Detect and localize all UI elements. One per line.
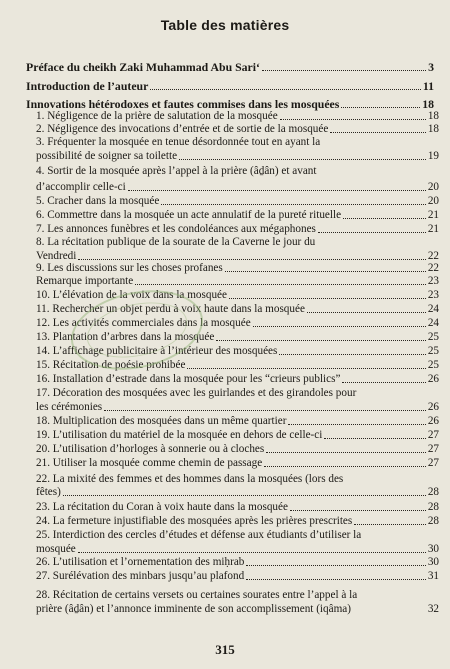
toc-entry-title: 6. Commettre dans la mosquée un acte annulatif de la pureté rituelle [36, 209, 342, 221]
toc-entry [26, 359, 439, 372]
dot-leader [307, 312, 426, 313]
toc-entry-title: 21. Utiliser la mosquée comme chemin de passage [36, 457, 263, 469]
toc-entry [26, 289, 439, 302]
toc-entry-page: 32 [427, 603, 439, 615]
dot-leader [280, 119, 426, 120]
dot-leader [341, 107, 420, 108]
toc-entry-title: 19. L’utilisation du matériel de la mosquée en dehors de celle-ci [36, 429, 323, 441]
toc-entry [26, 473, 439, 499]
toc-entry-page: 28 [427, 486, 439, 498]
dot-leader [266, 452, 426, 453]
toc-entry [26, 223, 439, 236]
toc-entry-title: 12. Les activités commerciales dans la mosquée [36, 317, 251, 329]
dot-leader [225, 271, 426, 272]
toc-entry-title: 11. Rechercher un objet perdu à voix haute dans la mosquée [36, 303, 305, 315]
dot-leader [128, 190, 426, 191]
toc-entry-title: Innovations hétérodoxes et fautes commises dans les mosquées [26, 97, 340, 111]
toc-entry-page: 28 [427, 501, 439, 513]
toc-entry-page: 19 [427, 150, 439, 162]
toc-entry [26, 275, 439, 288]
toc-entry [26, 136, 439, 163]
toc-entry [26, 387, 439, 414]
dot-leader [253, 326, 426, 327]
toc-entry [26, 529, 439, 556]
toc-entry-page: 27 [427, 429, 439, 441]
toc-entry-title-line: 28. Récitation de certains versets ou certaines sourates entre l’appel à la [36, 589, 358, 601]
toc-entry-page: 25 [427, 331, 439, 343]
toc-entry [26, 429, 439, 442]
dot-leader [229, 298, 426, 299]
toc-entry-title: 15. Récitation de poésie prohibée [36, 359, 186, 371]
toc-entry-title: 2. Négligence des invocations d’entrée et de sortie de la mosquée [36, 123, 329, 135]
toc-entry-page: 22 [427, 262, 439, 274]
dot-leader [216, 340, 425, 341]
dot-leader [150, 89, 420, 90]
toc-entry-page: 27 [427, 457, 439, 469]
dot-leader [262, 70, 426, 71]
toc-entry-title-line: 8. La récitation publique de la sourate de la Caverne le jour du [36, 236, 316, 248]
toc-entry [26, 515, 439, 528]
dot-leader [63, 495, 426, 496]
toc-entry-title: possibilité de soigner sa toilette [36, 150, 178, 162]
toc-entry-title: mosquée [36, 543, 76, 555]
dot-leader [179, 159, 426, 160]
toc-entry-page: 23 [427, 289, 439, 301]
toc-entry [26, 317, 439, 330]
toc-entry [26, 589, 439, 616]
toc-entry-title: 24. La fermeture injustifiable des mosquées après les prières prescrites [36, 515, 353, 527]
toc-entry-title: 26. L’utilisation et l’ornementation des miḥrab [36, 556, 245, 568]
toc-entry-title-line: 4. Sortir de la mosquée après l’appel à la prière (âḏân) et avant [36, 165, 317, 177]
toc-entry-title-line: 3. Fréquenter la mosquée en tenue désordonnée tout en ayant la [36, 136, 321, 148]
toc-entry-title: fêtes) [36, 486, 61, 498]
toc-entry [26, 61, 434, 74]
toc-entry-page: 3 [428, 60, 434, 74]
toc-entry [26, 165, 439, 194]
dot-leader [246, 579, 426, 580]
toc-entry-page: 26 [427, 401, 439, 413]
page-number: 315 [215, 642, 235, 657]
toc-entry [26, 556, 439, 569]
toc-entry-title: les cérémonies [36, 401, 103, 413]
dot-leader [78, 259, 425, 260]
toc-entry-title: 14. L’affichage publicitaire à l’intérieur des mosquées [36, 345, 278, 357]
dot-leader [246, 565, 425, 566]
toc-entry [26, 80, 434, 93]
toc-entry [26, 501, 439, 514]
dot-leader [78, 552, 426, 553]
dot-leader [343, 218, 426, 219]
toc-entry-title: 10. L’élévation de la voix dans la mosquée [36, 289, 227, 301]
toc-entry-title: Remarque importante [36, 275, 134, 287]
dot-leader [354, 524, 426, 525]
toc-entry-title-line: 22. La mixité des femmes et des hommes dans la mosquées (lors des [36, 473, 344, 485]
toc-entry-title: 9. Les discussions sur les choses profanes [36, 262, 223, 274]
toc-entry [26, 262, 439, 275]
toc-entry-page: 22 [427, 250, 439, 262]
toc-entry-title: prière (âḏân) et l’annonce imminente de son accomplissement (iqâma) [36, 603, 351, 615]
toc-entry-title: 7. Les annonces funèbres et les condoléances aux mégaphones [36, 223, 316, 235]
dot-leader [187, 368, 425, 369]
toc-entry [26, 195, 439, 208]
toc-entry-page: 18 [427, 123, 439, 135]
toc-entry-page: 24 [427, 303, 439, 315]
toc-entry-page: 20 [427, 195, 439, 207]
toc-entry-title: 27. Surélévation des minbars jusqu’au plafond [36, 570, 245, 582]
toc-entry-title: 1. Négligence de la prière de salutation de la mosquée [36, 110, 278, 122]
toc-entry [26, 443, 439, 456]
toc-entry [26, 209, 439, 222]
page-title: Table des matières [160, 17, 290, 33]
toc-entry [26, 373, 439, 386]
toc-entry-title: 13. Plantation d’arbres dans la mosquée [36, 331, 215, 343]
toc-entry-page: 11 [422, 79, 434, 93]
toc-entry-page: 18 [427, 110, 439, 122]
toc-entry-page: 26 [427, 373, 439, 385]
toc-entry-title: d’accomplir celle-ci [36, 181, 126, 193]
dot-leader [318, 232, 426, 233]
toc-entry-title: 18. Multiplication des mosquées dans un même quartier [36, 415, 287, 427]
dot-leader [288, 424, 425, 425]
toc-entry-title: 5. Cracher dans la mosquée [36, 195, 160, 207]
toc-entry-page: 26 [427, 415, 439, 427]
toc-entry-title: 16. Installation d’estrade dans la mosquée pour les “crieurs publics” [36, 373, 341, 385]
dot-leader [342, 382, 425, 383]
toc-entry [26, 331, 439, 344]
toc-entry [26, 236, 439, 263]
dot-leader [104, 410, 426, 411]
dot-leader [290, 510, 426, 511]
toc-entry-page: 25 [427, 345, 439, 357]
dot-leader [279, 354, 425, 355]
toc-entry-page: 25 [427, 359, 439, 371]
toc-entry-title: 23. La récitation du Coran à voix haute dans la mosquée [36, 501, 288, 513]
dot-leader [330, 132, 425, 133]
dot-leader [161, 204, 425, 205]
toc-entry-page: 31 [427, 570, 439, 582]
toc-entry-page: 20 [427, 181, 439, 193]
toc-entry [26, 570, 439, 583]
toc-entry-page: 30 [427, 556, 439, 568]
toc-entry [26, 457, 439, 470]
toc-entry-page: 27 [427, 443, 439, 455]
toc-entry [26, 110, 439, 123]
toc-entry [26, 415, 439, 428]
toc-entry-page: 24 [427, 317, 439, 329]
dot-leader [135, 284, 426, 285]
toc-entry [26, 123, 439, 136]
toc-entry-page: 28 [427, 515, 439, 527]
dot-leader [324, 438, 425, 439]
toc-entry-title-line: 25. Interdiction des cercles d’études et défense aux étudiants d’utiliser la [36, 529, 362, 541]
toc-entry-page: 18 [422, 97, 434, 111]
toc-entry [26, 345, 439, 358]
toc-entry-title-line: 17. Décoration des mosquées avec les guirlandes et des girandoles pour [36, 387, 357, 399]
toc-entry-title: Vendredi [36, 250, 77, 262]
toc-entry-title: Introduction de l’auteur [26, 79, 149, 93]
toc-entry-page: 30 [427, 543, 439, 555]
toc-entry-page: 21 [427, 223, 439, 235]
toc-entry-title: Préface du cheikh Zaki Muhammad Abu Sari‘ [26, 60, 260, 74]
dot-leader [264, 466, 426, 467]
toc-entry-title: 20. L’utilisation d’horloges à sonnerie ou à cloches [36, 443, 265, 455]
toc-entry-page: 23 [427, 275, 439, 287]
toc-entry [26, 303, 439, 316]
toc-entry-page: 21 [427, 209, 439, 221]
